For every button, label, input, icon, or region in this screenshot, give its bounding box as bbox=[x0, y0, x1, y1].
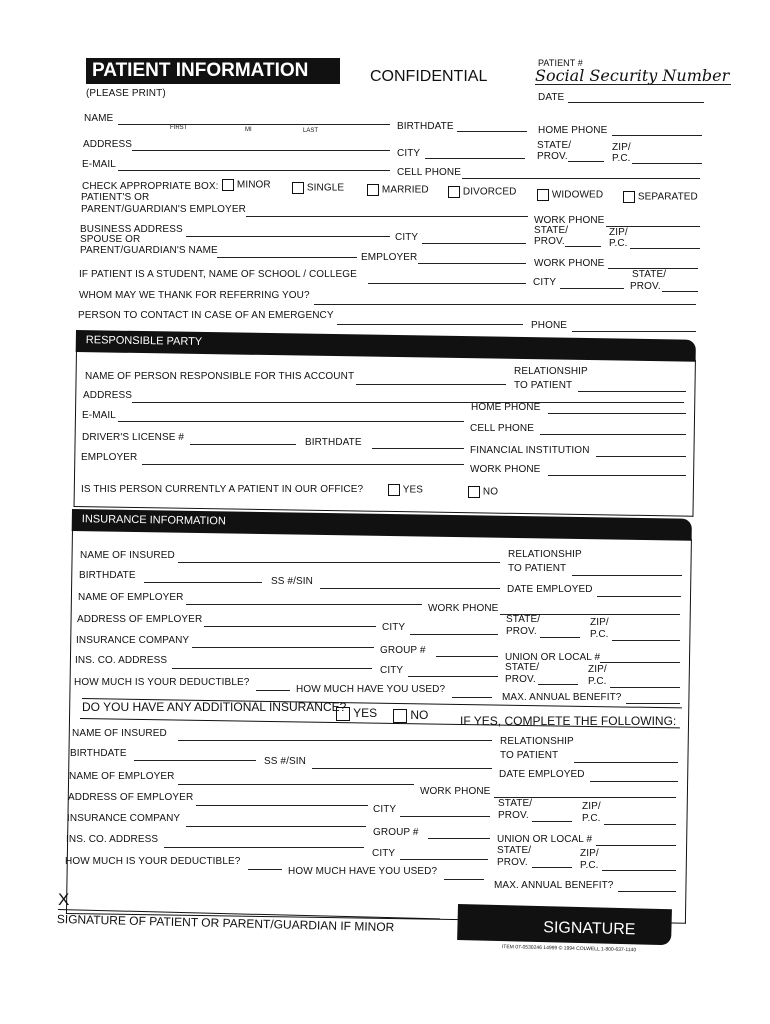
relationship-label: RELATIONSHIP bbox=[508, 549, 582, 560]
relationship-label: RELATIONSHIP bbox=[514, 366, 588, 377]
city-label-2: CITY bbox=[373, 804, 397, 815]
city-label: CITY bbox=[533, 277, 557, 288]
deductible-label-2: HOW MUCH IS YOUR DEDUCTIBLE? bbox=[65, 856, 241, 867]
date-label: DATE bbox=[538, 92, 565, 103]
business-address-field[interactable] bbox=[186, 236, 390, 237]
zip-label: ZIP/ bbox=[588, 664, 607, 675]
birthdate-field[interactable] bbox=[457, 131, 527, 132]
zip-label: ZIP/ bbox=[590, 617, 609, 628]
ins-company-field[interactable] bbox=[192, 647, 374, 648]
city-field[interactable] bbox=[408, 676, 498, 677]
work-phone-label-2: WORK PHONE bbox=[420, 786, 491, 797]
email-label: E-MAIL bbox=[82, 159, 116, 170]
max-benefit-label: MAX. ANNUAL BENEFIT? bbox=[502, 692, 622, 703]
check-box-label: CHECK APPROPRIATE BOX: bbox=[82, 181, 219, 192]
additional-insurance-label: DO YOU HAVE ANY ADDITIONAL INSURANCE? bbox=[82, 700, 347, 714]
to-patient-label: TO PATIENT bbox=[514, 380, 573, 391]
insured-name-field-2[interactable] bbox=[178, 740, 492, 741]
city-label: CITY bbox=[382, 622, 406, 633]
ins-company-field-2[interactable] bbox=[186, 826, 366, 827]
address-label: ADDRESS bbox=[83, 139, 133, 150]
used-field-2[interactable] bbox=[444, 879, 484, 880]
ins-address-field[interactable] bbox=[172, 668, 372, 669]
cell-phone-label: CELL PHONE bbox=[397, 167, 461, 178]
responsible-cell-phone-field[interactable] bbox=[540, 434, 686, 435]
status-option-divorced[interactable]: DIVORCED bbox=[448, 186, 516, 198]
patient-number-label: PATIENT # bbox=[538, 58, 583, 68]
group-field[interactable] bbox=[436, 656, 498, 657]
employer-name-label: NAME OF EMPLOYER bbox=[78, 592, 184, 603]
phone-field[interactable] bbox=[572, 331, 696, 332]
responsible-name-label: NAME OF PERSON RESPONSIBLE FOR THIS ACCOUNT bbox=[85, 371, 355, 382]
union-field-2[interactable] bbox=[596, 845, 676, 846]
city-field[interactable] bbox=[560, 288, 624, 289]
state-label-2: STATE/ bbox=[497, 845, 532, 856]
city-field[interactable] bbox=[422, 243, 526, 244]
additional-insurance-yes[interactable]: YES bbox=[336, 706, 377, 721]
checkbox-icon[interactable] bbox=[393, 709, 407, 723]
responsible-employer-field[interactable] bbox=[142, 464, 464, 465]
to-patient-label-2: TO PATIENT bbox=[500, 750, 559, 761]
city-label: CITY bbox=[380, 665, 404, 676]
state-field[interactable] bbox=[662, 291, 698, 292]
to-patient-label: TO PATIENT bbox=[508, 563, 567, 574]
student-label: IF PATIENT IS A STUDENT, NAME OF SCHOOL / COLLEGE bbox=[79, 269, 357, 280]
financial-field[interactable] bbox=[596, 456, 686, 457]
pc-label-2: P.C. bbox=[580, 860, 599, 871]
employer-label: EMPLOYER bbox=[361, 252, 418, 263]
signature-label: SIGNATURE OF PATIENT OR PARENT/GUARDIAN IF MINOR bbox=[56, 912, 395, 935]
relationship-field[interactable] bbox=[572, 575, 682, 576]
emergency-field[interactable] bbox=[337, 324, 523, 325]
checkbox-icon[interactable] bbox=[623, 191, 635, 203]
pc-label: P.C. bbox=[588, 676, 607, 687]
zip-label: ZIP/ bbox=[609, 227, 628, 238]
name-field[interactable] bbox=[118, 124, 390, 125]
first-sublabel: FIRST bbox=[170, 125, 188, 131]
zip-label-2: ZIP/ bbox=[580, 848, 599, 859]
prov-label: PROV. bbox=[506, 626, 537, 637]
group-field-2[interactable] bbox=[428, 838, 490, 839]
zip-field[interactable] bbox=[630, 248, 700, 249]
ins-company-label: INSURANCE COMPANY bbox=[76, 635, 190, 646]
city-label: CITY bbox=[397, 148, 421, 159]
home-phone-label: HOME PHONE bbox=[538, 125, 608, 136]
patients-or-label: PATIENT'S OR bbox=[81, 192, 150, 203]
state-field[interactable] bbox=[565, 246, 601, 247]
mi-sublabel: MI bbox=[245, 127, 252, 133]
state-label-2: STATE/ bbox=[498, 798, 533, 809]
state-label: STATE/ bbox=[534, 225, 569, 236]
zip-label: ZIP/ bbox=[612, 142, 631, 153]
additional-insurance-no[interactable]: NO bbox=[393, 708, 428, 723]
if-yes-label: IF YES, COMPLETE THE FOLLOWING: bbox=[460, 714, 677, 728]
city-field[interactable] bbox=[425, 158, 525, 159]
ins-address-label-2: INS. CO. ADDRESS bbox=[66, 834, 159, 845]
insured-birthdate-label: BIRTHDATE bbox=[79, 570, 136, 581]
pc-label: P.C. bbox=[609, 238, 628, 249]
checkbox-icon[interactable] bbox=[388, 484, 400, 496]
date-employed-field-2[interactable] bbox=[590, 781, 678, 782]
checkbox-icon[interactable] bbox=[336, 707, 350, 721]
pc-label-2: P.C. bbox=[582, 813, 601, 824]
union-label-2: UNION OR LOCAL # bbox=[497, 834, 593, 845]
relationship-field[interactable] bbox=[578, 391, 686, 392]
ins-address-label: INS. CO. ADDRESS bbox=[75, 655, 168, 666]
ss-label: SS #/SIN bbox=[271, 576, 313, 587]
state-field[interactable] bbox=[568, 161, 604, 162]
date-employed-field[interactable] bbox=[597, 596, 681, 597]
ss-field-2[interactable] bbox=[312, 768, 492, 769]
license-field[interactable] bbox=[190, 444, 296, 445]
responsible-email-field[interactable] bbox=[118, 421, 464, 422]
employer-address-label-2: ADDRESS OF EMPLOYER bbox=[68, 792, 194, 803]
state-field[interactable] bbox=[540, 637, 580, 638]
insured-name-label: NAME OF INSURED bbox=[80, 550, 175, 561]
deductible-field-2[interactable] bbox=[248, 869, 282, 870]
emergency-label: PERSON TO CONTACT IN CASE OF AN EMERGENCY bbox=[78, 310, 334, 321]
responsible-work-phone-label: WORK PHONE bbox=[470, 464, 541, 475]
date-employed-label: DATE EMPLOYED bbox=[507, 584, 593, 595]
zip-field[interactable] bbox=[612, 640, 680, 641]
last-sublabel: LAST bbox=[303, 128, 319, 134]
insured-birthdate-label-2: BIRTHDATE bbox=[70, 748, 127, 759]
city-label-2: CITY bbox=[372, 848, 396, 859]
status-option-separated[interactable]: SEPARATED bbox=[623, 191, 698, 203]
group-label-2: GROUP # bbox=[373, 827, 419, 838]
work-phone-label: WORK PHONE bbox=[428, 603, 499, 614]
max-benefit-label-2: MAX. ANNUAL BENEFIT? bbox=[494, 880, 614, 891]
prov-label-2: PROV. bbox=[497, 857, 528, 868]
prov-label: PROV. bbox=[534, 236, 565, 247]
union-field[interactable] bbox=[600, 662, 680, 663]
form-title: PATIENT INFORMATION bbox=[86, 58, 340, 84]
address-field[interactable] bbox=[132, 150, 390, 151]
phone-label: PHONE bbox=[531, 320, 568, 331]
item-number: ITEM 07-0530246 14999 © 1994 COLWELL 1-800-637-1140 bbox=[501, 944, 637, 954]
responsible-cell-phone-label: CELL PHONE bbox=[470, 423, 534, 434]
current-patient-yes[interactable]: YES bbox=[388, 484, 423, 496]
responsible-name-field[interactable] bbox=[356, 384, 506, 385]
prov-label: PROV. bbox=[505, 674, 536, 685]
prov-label: PROV. bbox=[537, 151, 568, 162]
checkbox-icon[interactable] bbox=[537, 189, 549, 201]
work-phone-label: WORK PHONE bbox=[534, 258, 605, 269]
home-phone-field[interactable] bbox=[612, 135, 702, 136]
birthdate-label: BIRTHDATE bbox=[397, 121, 454, 132]
ins-address-field-2[interactable] bbox=[164, 847, 364, 848]
employer-address-field[interactable] bbox=[204, 626, 376, 627]
state-label: STATE/ bbox=[505, 662, 540, 673]
business-address-label: BUSINESS ADDRESS bbox=[80, 224, 183, 235]
checkbox-icon[interactable] bbox=[448, 186, 460, 198]
responsible-email-label: E-MAIL bbox=[82, 410, 116, 421]
guardian-name-label: PARENT/GUARDIAN'S NAME bbox=[80, 245, 218, 256]
employer-field[interactable] bbox=[418, 263, 526, 264]
insured-birthdate-field[interactable] bbox=[144, 582, 262, 583]
confidential-label: CONFIDENTIAL bbox=[370, 68, 488, 85]
city-label: CITY bbox=[395, 232, 419, 243]
checkbox-icon[interactable] bbox=[367, 184, 379, 196]
status-option-single[interactable]: SINGLE bbox=[292, 182, 344, 194]
zip-field[interactable] bbox=[632, 163, 702, 164]
employer-name-field[interactable] bbox=[186, 604, 422, 605]
state-field[interactable] bbox=[538, 684, 578, 685]
responsible-address-field[interactable] bbox=[132, 402, 684, 403]
used-label: HOW MUCH HAVE YOU USED? bbox=[296, 684, 446, 695]
state-label: STATE/ bbox=[537, 140, 572, 151]
zip-field-2[interactable] bbox=[604, 824, 676, 825]
responsible-home-phone-field[interactable] bbox=[548, 413, 686, 414]
license-label: DRIVER'S LICENSE # bbox=[82, 432, 185, 443]
insured-name-label-2: NAME OF INSURED bbox=[72, 728, 167, 739]
guardian-name-field[interactable] bbox=[217, 257, 357, 258]
referral-field[interactable] bbox=[314, 304, 696, 305]
responsible-address-label: ADDRESS bbox=[83, 390, 133, 401]
spouse-or-label: SPOUSE OR bbox=[80, 234, 141, 245]
status-option-widowed[interactable]: WIDOWED bbox=[537, 189, 603, 201]
responsible-employer-label: EMPLOYER bbox=[81, 452, 138, 463]
status-option-married[interactable]: MARRIED bbox=[367, 184, 429, 196]
employer-address-label: ADDRESS OF EMPLOYER bbox=[77, 614, 203, 625]
deductible-label: HOW MUCH IS YOUR DEDUCTIBLE? bbox=[74, 677, 250, 688]
zip-label-2: ZIP/ bbox=[582, 801, 601, 812]
state-label: STATE/ bbox=[506, 614, 541, 625]
state-field-2[interactable] bbox=[532, 821, 572, 822]
date-field[interactable] bbox=[568, 102, 704, 103]
city-field[interactable] bbox=[410, 634, 498, 635]
checkbox-icon[interactable] bbox=[222, 179, 234, 191]
responsible-party-heading: RESPONSIBLE PARTY bbox=[76, 330, 696, 362]
insured-birthdate-field-2[interactable] bbox=[134, 760, 256, 761]
max-benefit-field[interactable] bbox=[626, 703, 680, 704]
employer-name-field-2[interactable] bbox=[178, 784, 414, 785]
cell-phone-field[interactable] bbox=[462, 178, 700, 179]
responsible-home-phone-label: HOME PHONE bbox=[471, 402, 541, 413]
patient-number-value[interactable]: Social Security Number bbox=[535, 66, 730, 85]
deductible-field[interactable] bbox=[256, 690, 290, 691]
please-print-note: (PLEASE PRINT) bbox=[86, 88, 166, 99]
name-label: NAME bbox=[84, 113, 114, 124]
group-label: GROUP # bbox=[380, 645, 426, 656]
pc-label: P.C. bbox=[590, 629, 609, 640]
work-phone-label: WORK PHONE bbox=[534, 215, 605, 226]
employer-address-field-2[interactable] bbox=[196, 805, 368, 806]
used-label-2: HOW MUCH HAVE YOU USED? bbox=[288, 866, 438, 877]
used-field[interactable] bbox=[452, 697, 492, 698]
guardian-employer-label: PARENT/GUARDIAN'S EMPLOYER bbox=[81, 204, 246, 215]
checkbox-icon[interactable] bbox=[468, 486, 480, 498]
ins-company-label-2: INSURANCE COMPANY bbox=[67, 813, 181, 824]
email-field[interactable] bbox=[118, 170, 390, 171]
current-patient-label: IS THIS PERSON CURRENTLY A PATIENT IN OUR OFFICE? bbox=[81, 484, 364, 495]
prov-label-2: PROV. bbox=[498, 810, 529, 821]
pc-label: P.C. bbox=[612, 153, 631, 164]
state-label: STATE/ bbox=[632, 269, 667, 280]
signature-x: X bbox=[58, 890, 70, 909]
signature-badge: SIGNATURE bbox=[457, 904, 672, 945]
status-option-minor[interactable]: MINOR bbox=[222, 179, 271, 191]
state-field-2[interactable] bbox=[532, 867, 572, 868]
union-label: UNION OR LOCAL # bbox=[505, 652, 601, 663]
guardian-employer-field[interactable] bbox=[246, 216, 528, 217]
student-field[interactable] bbox=[368, 283, 526, 284]
responsible-birthdate-field[interactable] bbox=[372, 448, 464, 449]
ss-label-2: SS #/SIN bbox=[264, 756, 306, 767]
zip-field-2[interactable] bbox=[602, 870, 676, 871]
zip-field[interactable] bbox=[610, 687, 680, 688]
current-patient-no[interactable]: NO bbox=[468, 486, 498, 498]
insured-name-field[interactable] bbox=[178, 562, 500, 563]
insurance-heading: INSURANCE INFORMATION bbox=[72, 509, 692, 541]
city-field-2[interactable] bbox=[400, 816, 490, 817]
responsible-birthdate-label: BIRTHDATE bbox=[305, 437, 362, 448]
responsible-work-phone-field[interactable] bbox=[548, 475, 686, 476]
date-employed-label-2: DATE EMPLOYED bbox=[499, 769, 585, 780]
referral-label: WHOM MAY WE THANK FOR REFERRING YOU? bbox=[79, 290, 310, 301]
max-benefit-field-2[interactable] bbox=[618, 891, 676, 892]
financial-label: FINANCIAL INSTITUTION bbox=[470, 445, 590, 456]
city-field-2[interactable] bbox=[400, 859, 488, 860]
employer-name-label-2: NAME OF EMPLOYER bbox=[69, 771, 175, 782]
prov-label: PROV. bbox=[630, 281, 661, 292]
relationship-field-2[interactable] bbox=[574, 762, 678, 763]
relationship-label-2: RELATIONSHIP bbox=[500, 736, 574, 747]
ss-field[interactable] bbox=[320, 588, 500, 589]
checkbox-icon[interactable] bbox=[292, 182, 304, 194]
